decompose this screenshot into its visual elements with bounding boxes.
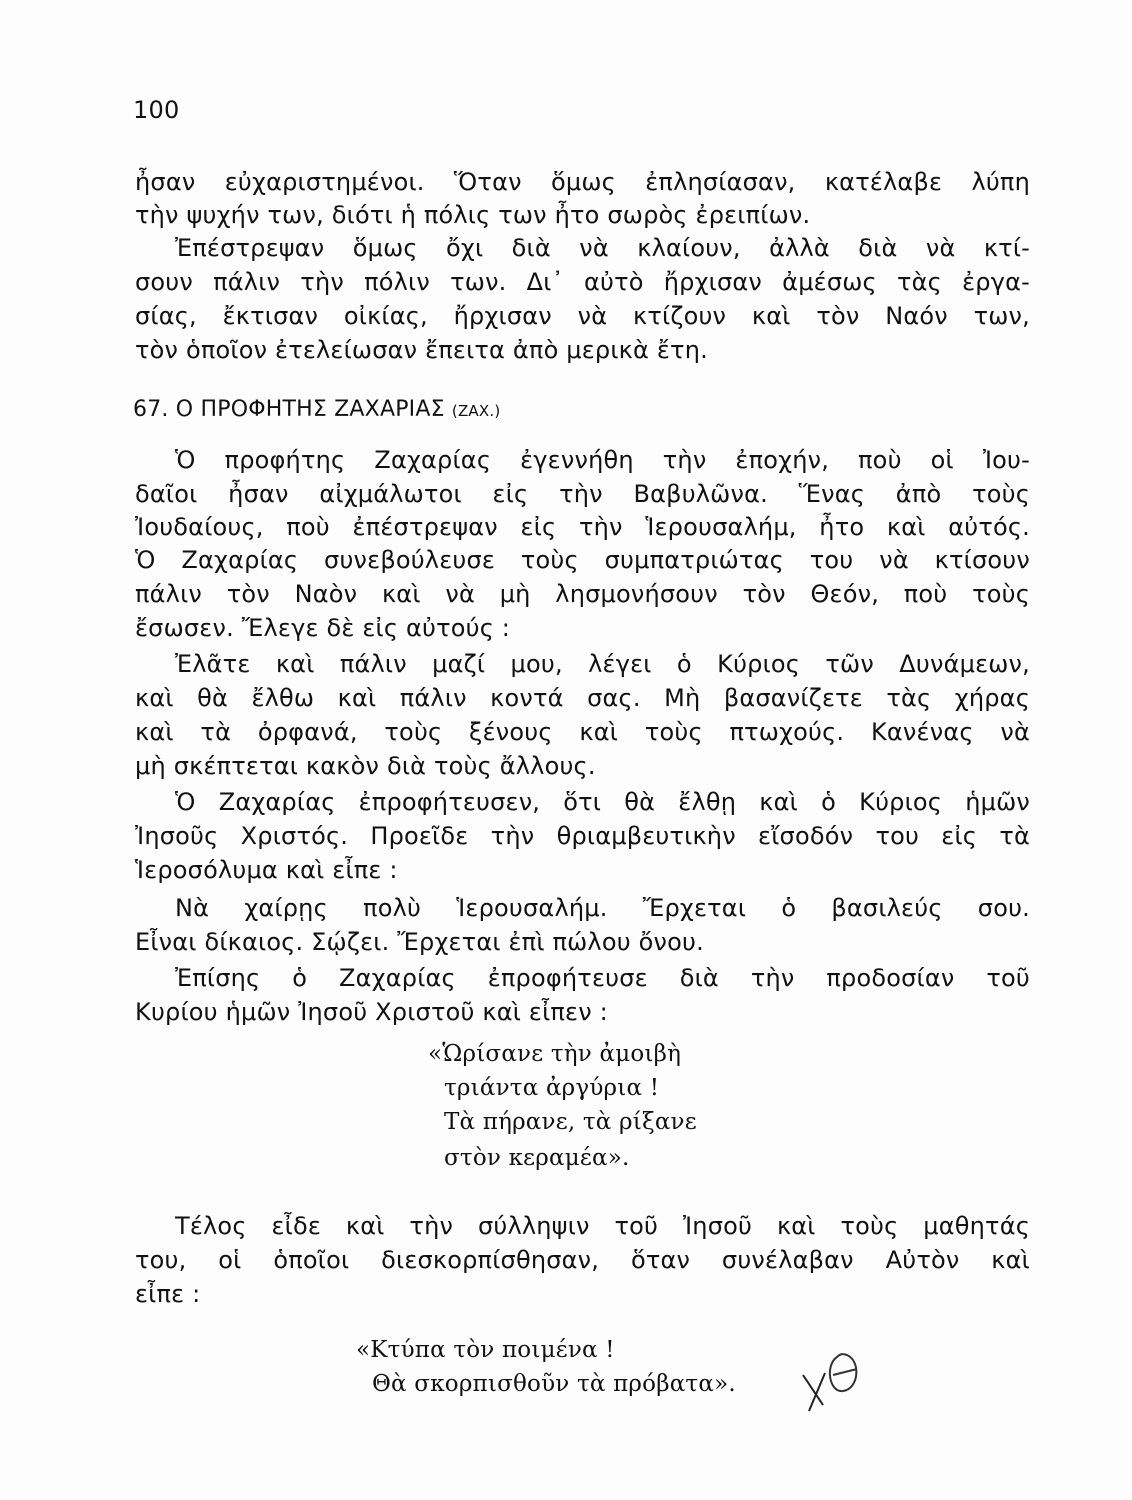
text-line: Τέλος εἶδε καὶ τὴν σύλληψιν τοῦ Ἰησοῦ καὶ τοὺς μαθητάς xyxy=(175,1212,1030,1240)
text-line: Κυρίου ἡμῶν Ἰησοῦ Χριστοῦ καὶ εἶπεν : xyxy=(135,998,608,1026)
text-line: καὶ τὰ ὀρφανά, τοὺς ξένους καὶ τοὺς πτωχούς. Κανένας νὰ xyxy=(135,718,1030,746)
text-line: ἦσαν εὐχαριστημένοι. Ὅταν ὅμως ἐπλησίασαν, κατέλαβε λύπη xyxy=(135,168,1030,196)
text-line: Νὰ χαίρῃς πολὺ Ἱερουσαλήμ. Ἔρχεται ὁ βασιλεύς σου. xyxy=(175,894,1030,922)
verse-line: «Κτύπα τὸν ποιμένα ! xyxy=(356,1337,615,1363)
text-line: σίας, ἔκτισαν οἰκίας, ἤρχισαν νὰ κτίζουν καὶ τὸν Ναόν των, xyxy=(135,302,1030,330)
text-line: δαῖοι ἦσαν αἰχμάλωτοι εἰς τὴν Βαβυλῶνα. Ἕνας ἀπὸ τοὺς xyxy=(135,480,1030,508)
verse-line: Θὰ σκορπισθοῦν τὰ πρόβατα». xyxy=(372,1371,736,1397)
text-line: του, οἱ ὁποῖοι διεσκορπίσθησαν, ὅταν συνέλαβαν Αὐτὸν καὶ xyxy=(135,1246,1030,1274)
text-line: σουν πάλιν τὴν πόλιν των. Δι᾽ αὐτὸ ἤρχισαν ἀμέσως τὰς ἐργα- xyxy=(135,268,1030,296)
section-heading xyxy=(133,392,500,428)
text-line: εἶπε : xyxy=(135,1280,201,1308)
text-line: Ἰουδαίους, ποὺ ἐπέστρεψαν εἰς τὴν Ἱερουσαλήμ, ἦτο καὶ αὐτός. xyxy=(135,513,1030,541)
heading-reference: (ΖΑΧ.) xyxy=(451,402,501,420)
text-line: καὶ θὰ ἔλθω καὶ πάλιν κοντά σας. Μὴ βασανίζετε τὰς χήρας xyxy=(135,684,1030,712)
text-line: τὴν ψυχήν των, διότι ἡ πόλις των ἦτο σωρὸς ἐρειπίων. xyxy=(135,201,811,229)
text-line: Ἐπέστρεψαν ὅμως ὄχι διὰ νὰ κλαίουν, ἀλλὰ διὰ νὰ κτί- xyxy=(175,234,1030,262)
text-line: Ὁ Ζαχαρίας ἐπροφήτευσεν, ὅτι θὰ ἔλθῃ καὶ ὁ Κύριος ἡμῶν xyxy=(175,788,1030,816)
text-line: Εἶναι δίκαιος. Σῴζει. Ἔρχεται ἐπὶ πώλου ὄνου. xyxy=(135,928,704,956)
verse-line: «Ὡρίσανε τὴν ἀμοιβὴ xyxy=(428,1041,682,1067)
text-line: ἔσωσεν. Ἔλεγε δὲ εἰς αὐτούς : xyxy=(135,614,511,642)
text-line: Ἰησοῦς Χριστός. Προεῖδε τὴν θριαμβευτικὴν εἴσοδόν του εἰς τὰ xyxy=(135,822,1030,850)
heading-title: 67. Ο ΠΡΟΦΗΤΗΣ ΖΑΧΑΡΙΑΣ xyxy=(133,397,445,422)
text-line: Ἱεροσόλυμα καὶ εἶπε : xyxy=(135,856,398,884)
text-line: Ἐλᾶτε καὶ πάλιν μαζί μου, λέγει ὁ Κύριος τῶν Δυνάμεων, xyxy=(175,650,1030,678)
text-line: Ὁ προφήτης Ζαχαρίας ἐγεννήθη τὴν ἐποχήν, ποὺ οἱ Ἰου- xyxy=(175,446,1030,474)
text-line: Ὁ Ζαχαρίας συνεβούλευσε τοὺς συμπατριώτας του νὰ κτίσουν xyxy=(135,546,1030,574)
verse-line: Τὰ πήρανε, τὰ ρίξανε xyxy=(444,1109,697,1135)
text-line: πάλιν τὸν Ναὸν καὶ νὰ μὴ λησμονήσουν τὸν Θεόν, ποὺ τοὺς xyxy=(135,580,1030,608)
page-number: 100 xyxy=(133,96,180,124)
text-line: μὴ σκέπτεται κακὸν διὰ τοὺς ἄλλους. xyxy=(135,752,596,780)
verse-line: τριάντα ἀργύρια ! xyxy=(444,1075,660,1101)
verse-line: στὸν κεραμέα». xyxy=(444,1145,630,1171)
handwritten-mark-icon xyxy=(795,1335,875,1415)
text-line: Ἐπίσης ὁ Ζαχαρίας ἐπροφήτευσε διὰ τὴν προδοσίαν τοῦ xyxy=(175,964,1030,992)
text-line: τὸν ὁποῖον ἐτελείωσαν ἔπειτα ἀπὸ μερικὰ ἔτη. xyxy=(135,336,708,364)
